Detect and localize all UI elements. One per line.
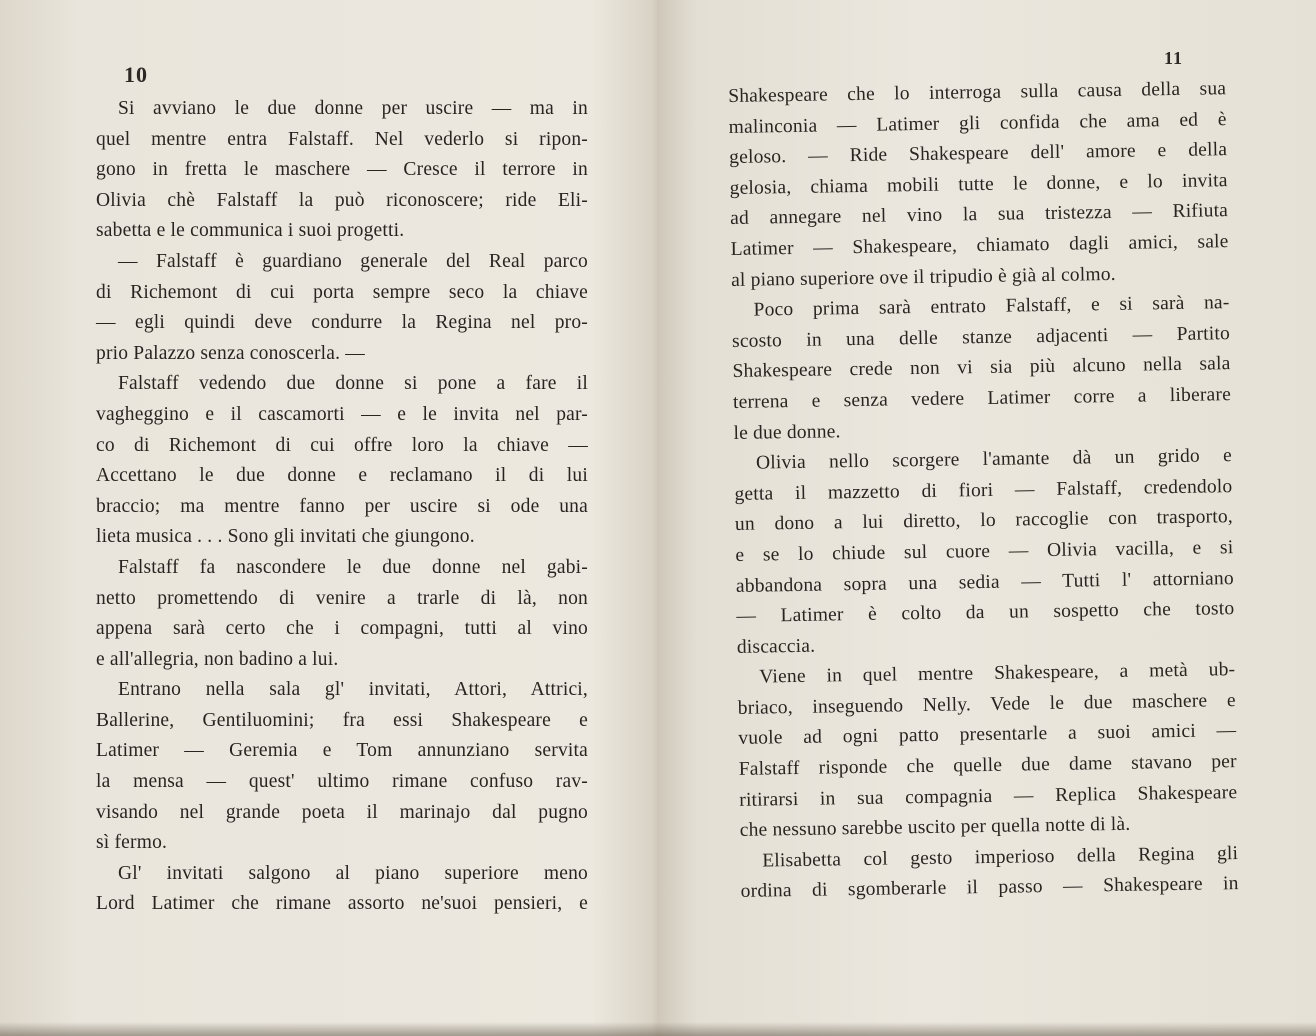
page-number: 11 [1164, 48, 1184, 68]
left-page [0, 0, 650, 1036]
text-line: Si avviano le due donne per uscire — ma in [118, 98, 588, 119]
text-line: ad annegare nel vino la sua tristezza — Rifiuta [729, 200, 1229, 230]
text-line: geloso. — Ride Shakespeare dell' amore e della [729, 139, 1228, 169]
text-line: vagheggino e il cascamorti — e le invita nel par- [96, 403, 588, 425]
text-line: di Richemont di cui porta sempre seco la chiave [96, 281, 588, 303]
text-line: Shakespeare che lo interroga sulla causa della sua [728, 78, 1227, 107]
text-line: Olivia chè Falstaff la può riconoscere; ride Eli- [96, 189, 588, 211]
text-line: Olivia nello scorgere l'amante dà un grido e [755, 445, 1233, 474]
text-line: — Falstaff è guardiano generale del Real parco [118, 250, 588, 272]
text-line: che nessuno sarebbe uscito per quella notte di là. [739, 814, 1131, 842]
text-line: Shakespeare crede non vi sia più alcuno nella sala [732, 353, 1231, 383]
text-line: quel mentre entra Falstaff. Nel vederlo si ripon- [96, 128, 588, 150]
text-line: terrena e senza vedere Latimer corre a liberare [732, 384, 1232, 413]
text-line: visando nel grande poeta il marinajo dal pugno [96, 801, 588, 823]
text-line: Poco prima sarà entrato Falstaff, e si sarà na- [753, 292, 1230, 321]
text-line: braccio; ma mentre fanno per uscire si ode una [96, 495, 588, 517]
text-line: — egli quindi deve condurre la Regina nel pro- [96, 312, 588, 334]
text-line: co di Richemont di cui offre loro la chiave — [96, 434, 588, 456]
page-text [728, 74, 1239, 908]
text-line: ordina di sgomberarle il passo — Shakespeare in [740, 873, 1239, 903]
text-line: Latimer — Geremia e Tom annunziano servita [96, 740, 588, 762]
page-text [96, 94, 588, 920]
text-line: sì fermo. [96, 832, 168, 854]
text-line: Falstaff fa nascondere le due donne nel gabi- [118, 556, 588, 578]
text-line: — Latimer è colto da un sospetto che tosto [736, 598, 1235, 628]
text-line: sabetta e le communica i suoi progetti. [96, 220, 405, 242]
text-line: gelosia, chiama mobili tutte le donne, e lo invita [729, 169, 1228, 199]
text-line: lieta musica . . . Sono gli invitati che giungono. [96, 526, 475, 548]
text-line: Ballerine, Gentiluomini; fra essi Shakespeare e [96, 709, 588, 731]
text-line: Lord Latimer che rimane assorto ne'suoi pensieri, e [96, 893, 588, 915]
text-line: Accettano le due donne e reclamano il di lui [96, 465, 588, 487]
text-line: netto promettendo di venire a trarle di là, non [96, 587, 588, 609]
text-line: abbandona sopra una sedia — Tutti l' attorniano [735, 567, 1235, 597]
text-line: Falstaff vedendo due donne si pone a fare il [118, 373, 588, 395]
right-page [658, 0, 1316, 1036]
text-line: le due donne. [733, 420, 841, 444]
text-line: malinconia — Latimer gli confida che ama ed è [728, 108, 1227, 138]
text-line: appena sarà certo che i compagni, tutti al vino [96, 618, 588, 640]
text-line: discaccia. [736, 635, 816, 658]
text-line: briaco, inseguendo Nelly. Vede le due maschere e [737, 689, 1236, 719]
text-line: Gl' invitati salgono al piano superiore meno [118, 862, 588, 884]
text-line: Latimer — Shakespeare, chiamato dagli amici, sale [730, 231, 1229, 260]
text-line: scosto in una delle stanze adjacenti — Partito [731, 322, 1231, 352]
page-number: 10 [124, 62, 148, 87]
text-line: prio Palazzo senza conoscerla. — [96, 342, 365, 364]
text-line: ritirarsi in sua compagnia — Replica Shakespeare [739, 781, 1238, 811]
text-line: getta il mazzetto di fiori — Falstaff, credendolo [734, 475, 1233, 505]
text-line: Entrano nella sala gl' invitati, Attori, Attrici, [118, 679, 588, 701]
text-line: e all'allegria, non badino a lui. [96, 648, 339, 670]
text-line: Elisabetta col gesto imperioso della Regina gli [762, 842, 1239, 872]
text-line: un dono a lui diretto, lo raccoglie con trasporto, [734, 506, 1234, 536]
text-line: Falstaff risponde che quelle due dame stavano per [738, 751, 1237, 780]
text-line: al piano superiore ove il tripudio è già al colmo. [730, 263, 1116, 291]
text-line: e se lo chiude sul cuore — Olivia vacilla, e si [735, 537, 1234, 566]
text-line: gono in fretta le maschere — Cresce il terrore in [96, 159, 588, 181]
text-line: vuole ad ogni patto presentarle a suoi amici — [738, 720, 1237, 750]
text-line: Viene in quel mentre Shakespeare, a metà ub- [759, 659, 1236, 688]
text-line: la mensa — quest' ultimo rimane confuso rav- [96, 771, 588, 793]
